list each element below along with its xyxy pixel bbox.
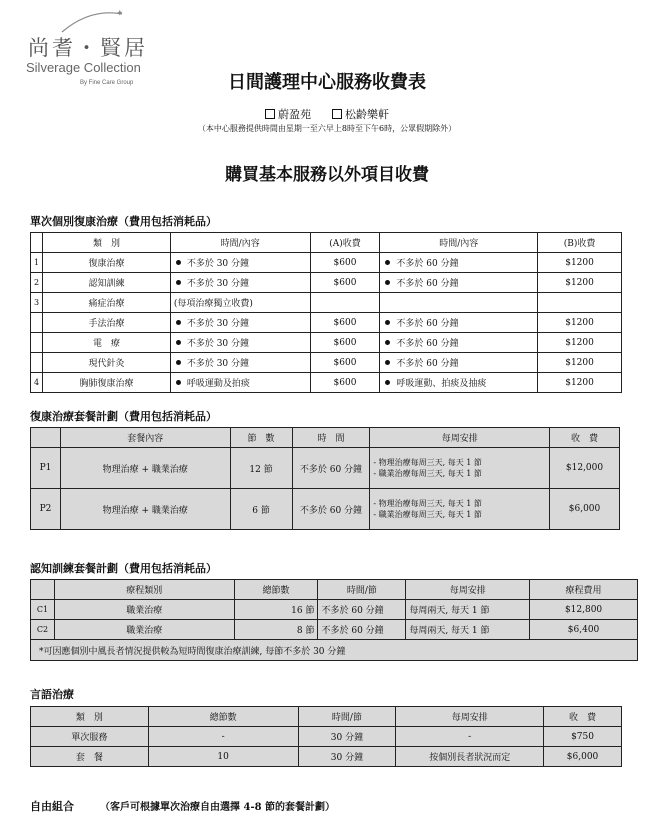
bullet-icon <box>385 260 390 265</box>
header-cell <box>31 580 55 600</box>
header-cell: 療程類別 <box>54 580 234 600</box>
table-cell <box>31 313 43 333</box>
checkbox-icon[interactable] <box>265 109 275 119</box>
table-cell: 2 <box>31 273 43 293</box>
table-cell: (每項治療獨立收費) <box>170 293 310 313</box>
header-cell: 時間/內容 <box>380 233 538 253</box>
option-label: 松齡樂軒 <box>344 108 389 121</box>
table-cell <box>370 448 550 489</box>
table-cell: 1 <box>31 253 43 273</box>
cell-text: 呼吸運動及拍痰 <box>186 379 250 389</box>
table-cell: $1200 <box>538 373 622 393</box>
cell-text: 呼吸運動、拍痰及抽痰 <box>396 379 487 389</box>
table-row <box>31 448 620 489</box>
bullet-icon <box>176 380 181 385</box>
header-cell: (B)收費 <box>538 233 622 253</box>
table-cell: $600 <box>310 273 380 293</box>
table-row <box>31 293 622 313</box>
header-cell: 時間/內容 <box>170 233 310 253</box>
table-cell: 職業治療 <box>54 620 234 640</box>
table-row <box>31 489 620 530</box>
table-cell: P2 <box>31 489 61 530</box>
speech-therapy-table <box>30 706 622 767</box>
table-row <box>31 600 638 620</box>
cell-text: 不多於 60 分鐘 <box>396 319 459 329</box>
header-cell: 套餐內容 <box>60 428 230 448</box>
section-title: 言語治療 <box>30 688 74 701</box>
table-cell: 單次服務 <box>31 727 149 747</box>
table-header-row <box>31 428 620 448</box>
table-cell: 套 餐 <box>31 747 149 767</box>
table-cell <box>31 353 43 373</box>
table-cell <box>170 253 310 273</box>
table-cell: 手法治療 <box>43 313 171 333</box>
table-cell: $6,400 <box>530 620 638 640</box>
plan-line: - 物理治療每周三天, 每天 1 節 <box>373 499 482 508</box>
table-cell: 物理治療 + 職業治療 <box>60 489 230 530</box>
table-cell: 30 分鐘 <box>298 727 396 747</box>
table-row <box>31 620 638 640</box>
plan-line: - 物理治療每周三天, 每天 1 節 <box>373 458 482 467</box>
table-cell <box>170 353 310 373</box>
table-cell: 12 節 <box>230 448 292 489</box>
table-cell: 不多於 60 分鐘 <box>292 448 370 489</box>
table-row <box>31 273 622 293</box>
table-note-row <box>31 640 638 661</box>
header-cell: 療程費用 <box>530 580 638 600</box>
table-cell: $12,000 <box>550 448 620 489</box>
table-cell <box>380 373 538 393</box>
section-title: 復康治療套餐計劃（費用包括消耗品） <box>30 410 217 423</box>
bullet-icon <box>385 360 390 365</box>
table-cell: 4 <box>31 373 43 393</box>
cell-text: 不多於 60 分鐘 <box>396 279 459 289</box>
table-cell <box>380 293 538 313</box>
cell-text: 不多於 60 分鐘 <box>396 339 459 349</box>
table-cell: C1 <box>31 600 55 620</box>
table-cell: $1200 <box>538 253 622 273</box>
header-cell: 每周安排 <box>396 707 544 727</box>
table-cell <box>370 489 550 530</box>
header-cell: 時 間 <box>292 428 370 448</box>
table-cell <box>380 253 538 273</box>
table-cell: - <box>396 727 544 747</box>
cell-text: 不多於 30 分鐘 <box>186 339 250 349</box>
bullet-icon <box>176 260 181 265</box>
checkbox-icon[interactable] <box>332 109 342 119</box>
table-cell: $1200 <box>538 333 622 353</box>
cell-text: 不多於 30 分鐘 <box>186 279 250 289</box>
table-cell: C2 <box>31 620 55 640</box>
header-cell: 時間/節 <box>298 707 396 727</box>
table-cell <box>170 373 310 393</box>
table-row <box>31 373 622 393</box>
cognitive-package-table <box>30 579 638 661</box>
table-cell: 職業治療 <box>54 600 234 620</box>
header-cell: 節 數 <box>230 428 292 448</box>
footer-text: （客戶可根據單次治療自由選擇 4-8 節的套餐計劃） <box>100 802 336 813</box>
table-cell: 復康治療 <box>43 253 171 273</box>
table-cell: 10 <box>148 747 298 767</box>
single-treatment-table <box>30 232 622 393</box>
table-cell: 每周兩天, 每天 1 節 <box>406 600 530 620</box>
bullet-icon <box>176 340 181 345</box>
header-cell: 收 費 <box>544 707 622 727</box>
table-row <box>31 313 622 333</box>
footer-label: 自由組合 <box>30 800 74 813</box>
cell-text: 不多於 30 分鐘 <box>186 319 250 329</box>
table-cell <box>380 333 538 353</box>
table-cell: $600 <box>310 373 380 393</box>
table-cell: $600 <box>310 313 380 333</box>
table-cell: $1200 <box>538 353 622 373</box>
table-row <box>31 747 622 767</box>
table-row <box>31 333 622 353</box>
table-cell: 每周兩天, 每天 1 節 <box>406 620 530 640</box>
bullet-icon <box>176 320 181 325</box>
page-subtitle: 購買基本服務以外項目收費 <box>225 165 429 185</box>
table-cell <box>380 313 538 333</box>
option-label: 蔚盈苑 <box>278 108 311 121</box>
logo-subtitle: By Fine Care Group <box>80 80 134 86</box>
header-cell <box>31 233 43 253</box>
center-options <box>0 106 654 122</box>
header-cell: 收 費 <box>550 428 620 448</box>
header-cell: (A)收費 <box>310 233 380 253</box>
table-cell: 30 分鐘 <box>298 747 396 767</box>
cell-text: 不多於 30 分鐘 <box>186 259 250 269</box>
plan-line: - 職業治療每周三天, 每天 1 節 <box>373 469 482 478</box>
header-cell: 每周安排 <box>406 580 530 600</box>
table-cell: $6,000 <box>550 489 620 530</box>
table-header-row <box>31 707 622 727</box>
section-title: 認知訓練套餐計劃（費用包括消耗品） <box>30 562 217 575</box>
page-title: 日間護理中心服務收費表 <box>228 72 426 93</box>
header-cell: 每周安排 <box>370 428 550 448</box>
table-header-row <box>31 233 622 253</box>
table-cell: 按個別長者狀況而定 <box>396 747 544 767</box>
table-row <box>31 353 622 373</box>
table-cell <box>380 353 538 373</box>
table-row <box>31 727 622 747</box>
table-cell: 胸肺復康治療 <box>43 373 171 393</box>
table-cell: 認知訓練 <box>43 273 171 293</box>
table-cell <box>31 333 43 353</box>
header-cell: 類 別 <box>43 233 171 253</box>
table-cell: - <box>148 727 298 747</box>
table-cell: 不多於 60 分鐘 <box>292 489 370 530</box>
table-cell: 3 <box>31 293 43 313</box>
section-title: 單次個別復康治療（費用包括消耗品） <box>30 215 217 228</box>
table-cell: 16 節 <box>234 600 318 620</box>
table-cell: P1 <box>31 448 61 489</box>
table-cell: $12,800 <box>530 600 638 620</box>
table-cell: $600 <box>310 353 380 373</box>
header-cell <box>31 428 61 448</box>
service-hours-notice: （本中心服務提供時間由星期一至六早上8時至下午6時，公眾假期除外） <box>197 124 457 133</box>
bullet-icon <box>385 380 390 385</box>
table-cell <box>170 273 310 293</box>
logo-chinese: 尚耆・賢居 <box>28 36 148 60</box>
table-cell <box>170 313 310 333</box>
table-cell: 6 節 <box>230 489 292 530</box>
rehab-package-table <box>30 427 620 530</box>
table-cell: $600 <box>310 253 380 273</box>
svg-text:✦: ✦ <box>116 9 124 19</box>
header-cell: 總節數 <box>148 707 298 727</box>
table-cell: $6,000 <box>544 747 622 767</box>
table-cell: $750 <box>544 727 622 747</box>
header-cell: 時間/節 <box>318 580 406 600</box>
table-row <box>31 253 622 273</box>
table-cell <box>380 273 538 293</box>
table-cell: 物理治療 + 職業治療 <box>60 448 230 489</box>
table-cell: 電 療 <box>43 333 171 353</box>
table-cell: $1200 <box>538 313 622 333</box>
table-cell: 不多於 60 分鐘 <box>318 620 406 640</box>
bullet-icon <box>385 320 390 325</box>
table-cell: 不多於 60 分鐘 <box>318 600 406 620</box>
bullet-icon <box>176 360 181 365</box>
cell-text: 不多於 30 分鐘 <box>186 359 250 369</box>
table-cell: $1200 <box>538 273 622 293</box>
table-cell: $600 <box>310 333 380 353</box>
cell-text: 不多於 60 分鐘 <box>396 259 459 269</box>
bullet-icon <box>385 280 390 285</box>
plan-line: - 職業治療每周三天, 每天 1 節 <box>373 510 482 519</box>
cell-text: 不多於 60 分鐘 <box>396 359 459 369</box>
bullet-icon <box>176 280 181 285</box>
table-cell: 痛症治療 <box>43 293 171 313</box>
logo-english: Silverage Collection <box>26 60 141 75</box>
table-cell: 現代針灸 <box>43 353 171 373</box>
header-cell: 類 別 <box>31 707 149 727</box>
table-cell <box>170 333 310 353</box>
table-cell <box>310 293 380 313</box>
table-header-row <box>31 580 638 600</box>
table-note: *可因應個別中風長者情況提供較為短時間復康治療訓練, 每節不多於 30 分鐘 <box>31 640 638 661</box>
header-cell: 總節數 <box>234 580 318 600</box>
table-cell: 8 節 <box>234 620 318 640</box>
bullet-icon <box>385 340 390 345</box>
table-cell <box>538 293 622 313</box>
